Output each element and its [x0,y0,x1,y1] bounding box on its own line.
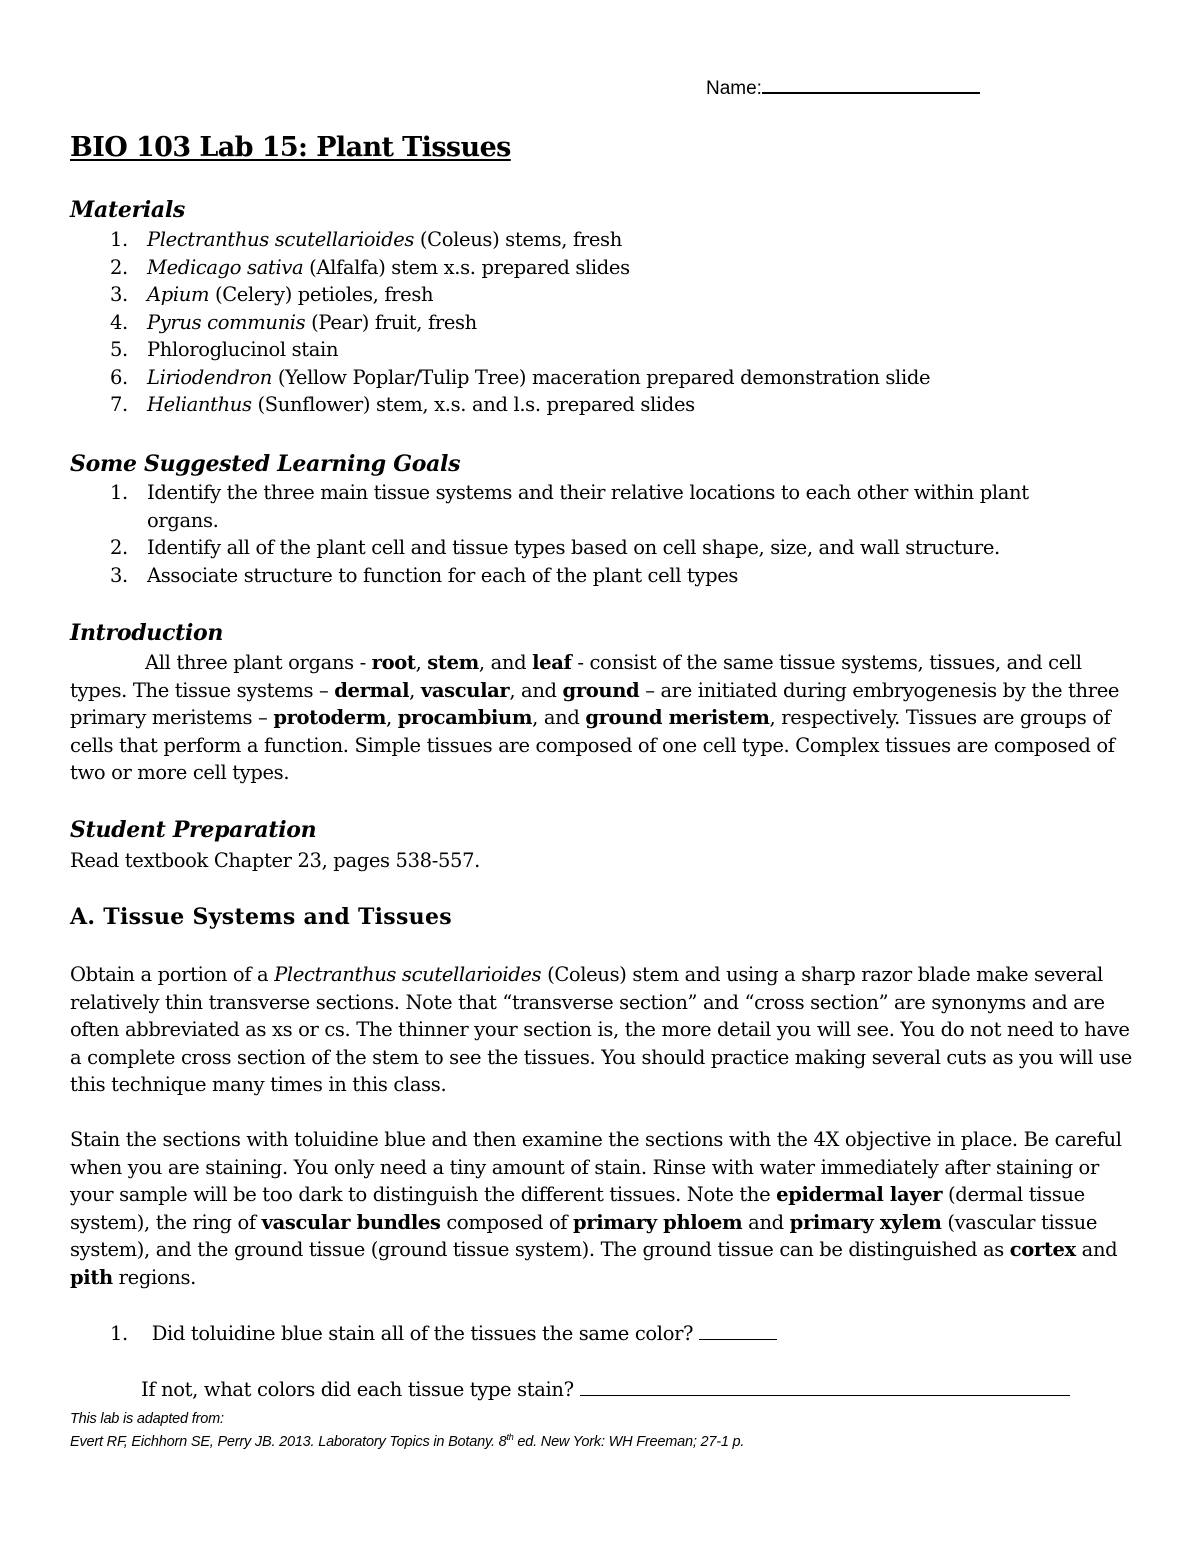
citation-intro: This lab is adapted from: [70,1411,224,1427]
question-text: Did toluidine blue stain all of the tissues the same color? [151,1322,694,1345]
list-item: 6. Liriodendron (Yellow Poplar/Tulip Tree) maceration prepared demonstration slide [110,365,931,389]
name-field-line [706,74,980,101]
section-a-heading: A. Tissue Systems and Tissues [70,904,452,930]
learning-goals-heading: Some Suggested Learning Goals [70,451,461,477]
answer-blank-1[interactable] [699,1321,777,1340]
name-blank[interactable] [762,74,980,94]
list-item: 1. Identify the three main tissue systems and their relative locations to each other within plant organs. [110,481,1029,532]
student-preparation-heading: Student Preparation [70,817,317,843]
list-item: 1. Plectranthus scutellarioides (Coleus) stems, fresh [110,228,622,251]
list-item: 4. Pyrus communis (Pear) fruit, fresh [110,310,477,334]
citation-footer [70,1408,744,1454]
list-item: 3. Apium (Celery) petioles, fresh [110,283,434,306]
citation-reference: Evert RF, Eichhorn SE, Perry JB. 2013. Laboratory Topics in Botany. 8th ed. New York: WH Freeman; 27-1 p. [70,1432,745,1450]
page-title: BIO 103 Lab 15: Plant Tissues [70,132,511,163]
followup-text: If not, what colors did each tissue type stain? [141,1378,574,1401]
list-item: 7. Helianthus (Sunflower) stem, x.s. and l.s. prepared slides [110,393,695,416]
list-item: 2. Identify all of the plant cell and tissue types based on cell shape, size, and wall structure. [110,536,1000,559]
question-1-followup [141,1376,1070,1404]
student-preparation-text: Read textbook Chapter 23, pages 538-557. [70,849,480,872]
name-label: Name: [706,78,762,99]
question-number: 1. [110,1322,128,1345]
list-item: 5. Phloroglucinol stain [110,338,339,361]
materials-list [70,226,1132,419]
materials-heading: Materials [70,197,186,223]
section-a-paragraph-1: Obtain a portion of a Plectranthus scutellarioides (Coleus) stem and using a sharp razor blade make several relatively thin transverse sections. Note that “transverse section” and “cross section” are synonyms and are often abbreviated as xs or cs. The thinner your section is, the more detail you will see. You do not need to have a complete cross section of the stem to see the tissues. You should practice making several cuts as you will use this technique many times in this class. [70,963,1132,1096]
learning-goals-list [70,479,1080,589]
introduction-heading: Introduction [70,620,224,646]
section-a-paragraph-2: Stain the sections with toluidine blue and then examine the sections with the 4X objective in place. Be careful when you are staining. You only need a tiny amount of stain. Rinse with water immediately after staining or your sample will be too dark to distinguish the different tissues. Note the epidermal layer (dermal tissue system), the ring of vascular bundles composed of primary phloem and primary xylem (vascular tissue system), and the ground tissue (ground tissue system). The ground tissue can be distinguished as cortex and pith regions. [70,1128,1122,1289]
introduction-paragraph: All three plant organs - root, stem, and leaf - consist of the same tissue systems, tissues, and cell types. The tissue systems – dermal, vascular, and ground – are initiated during embryogenesis by the three primary meristems – protoderm, procambium, and ground meristem, respectively. Tissues are groups of cells that perform a function. Simple tissues are composed of one cell type. Complex tissues are composed of two or more cell types. [70,651,1120,784]
question-1 [110,1320,777,1348]
list-item: 3. Associate structure to function for each of the plant cell types [110,563,739,587]
list-item: 2. Medicago sativa (Alfalfa) stem x.s. prepared slides [110,255,630,279]
answer-blank-2[interactable] [580,1377,1070,1396]
